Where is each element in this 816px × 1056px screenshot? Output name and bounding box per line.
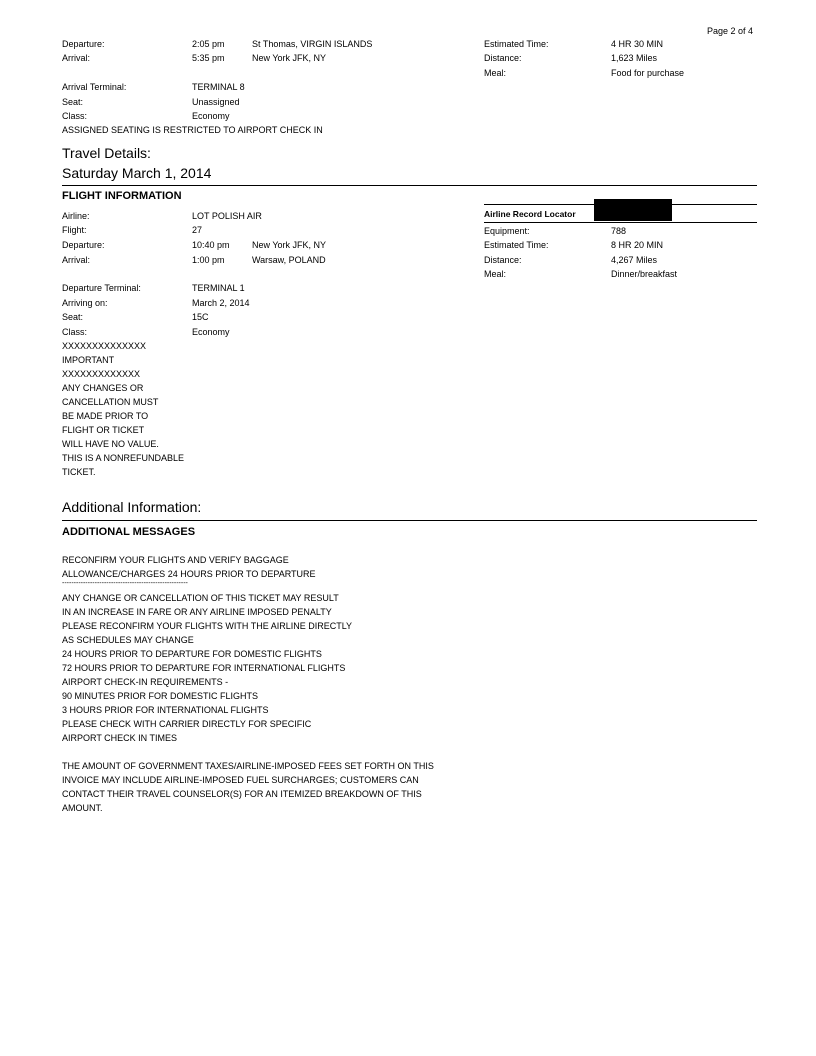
dash-separator: ------------------------------------------------------: [62, 580, 188, 587]
flight-value: 27: [192, 225, 203, 235]
message-line: ALLOWANCE/CHARGES 24 HOURS PRIOR TO DEPARTURE: [62, 569, 316, 579]
note-line: CANCELLATION MUST: [62, 397, 159, 407]
message-line: AS SCHEDULES MAY CHANGE: [62, 635, 194, 645]
flight-label: Flight:: [62, 225, 87, 235]
est-time-value: 8 HR 20 MIN: [611, 240, 664, 250]
departure-terminal-value: TERMINAL 1: [192, 283, 245, 293]
additional-info-heading: Additional Information:: [62, 499, 202, 515]
message-line: ANY CHANGE OR CANCELLATION OF THIS TICKET MAY RESULT: [62, 593, 339, 603]
message-line: AIRPORT CHECK-IN REQUIREMENTS -: [62, 677, 229, 687]
travel-details-heading: Travel Details:: [62, 145, 151, 161]
class-label: Class:: [62, 327, 88, 337]
airline-label: Airline:: [62, 211, 90, 221]
equipment-label: Equipment:: [484, 226, 530, 236]
message-line: IN AN INCREASE IN FARE OR ANY AIRLINE IMPOSED PENALTY: [62, 607, 332, 617]
note-line: THIS IS A NONREFUNDABLE: [62, 453, 185, 463]
message-line: 90 MINUTES PRIOR FOR DOMESTIC FLIGHTS: [62, 691, 259, 701]
section-divider: [62, 185, 757, 186]
meal-label: Meal:: [484, 269, 507, 279]
prev-arrival-label: Arrival:: [62, 53, 91, 63]
message-line: PLEASE CHECK WITH CARRIER DIRECTLY FOR SPECIFIC: [62, 719, 312, 729]
page-number: Page 2 of 4: [707, 26, 754, 36]
airline-value: LOT POLISH AIR: [192, 211, 262, 221]
note-line: WILL HAVE NO VALUE.: [62, 439, 159, 449]
message-line: CONTACT THEIR TRAVEL COUNSELOR(S) FOR AN ITEMIZED BREAKDOWN OF THIS: [62, 789, 422, 799]
flight-information-heading: FLIGHT INFORMATION: [62, 190, 182, 202]
equipment-value: 788: [611, 226, 627, 236]
prev-distance-label: Distance:: [484, 53, 522, 63]
redaction-block: [594, 199, 672, 221]
message-line: AMOUNT.: [62, 803, 103, 813]
note-line: TICKET.: [62, 467, 96, 477]
prev-meal-label: Meal:: [484, 68, 507, 78]
prev-departure-place: St Thomas, VIRGIN ISLANDS: [252, 39, 373, 49]
message-block-2: [62, 591, 352, 745]
travel-date: Saturday March 1, 2014: [62, 165, 212, 181]
note-line: FLIGHT OR TICKET: [62, 425, 145, 435]
record-locator-label: Airline Record Locator: [484, 209, 576, 219]
prev-arrival-place: New York JFK, NY: [252, 53, 327, 63]
prev-seating-note: ASSIGNED SEATING IS RESTRICTED TO AIRPORT CHECK IN: [62, 125, 323, 135]
prev-class-label: Class:: [62, 111, 88, 121]
arrival-place: Warsaw, POLAND: [252, 255, 326, 265]
prev-class-value: Economy: [192, 111, 230, 121]
locator-bottom-rule: [484, 222, 757, 223]
additional-messages-heading: ADDITIONAL MESSAGES: [62, 526, 196, 538]
prev-est-time-label: Estimated Time:: [484, 39, 549, 49]
arriving-on-value: March 2, 2014: [192, 298, 250, 308]
message-line: 72 HOURS PRIOR TO DEPARTURE FOR INTERNATIONAL FLIGHTS: [62, 663, 346, 673]
message-line: PLEASE RECONFIRM YOUR FLIGHTS WITH THE AIRLINE DIRECTLY: [62, 621, 353, 631]
note-line: IMPORTANT: [62, 355, 115, 365]
note-line: XXXXXXXXXXXXX: [62, 369, 141, 379]
distance-label: Distance:: [484, 255, 522, 265]
message-line: 24 HOURS PRIOR TO DEPARTURE FOR DOMESTIC FLIGHTS: [62, 649, 322, 659]
arriving-on-label: Arriving on:: [62, 298, 108, 308]
prev-arrival-time: 5:35 pm: [192, 53, 225, 63]
prev-est-time-value: 4 HR 30 MIN: [611, 39, 664, 49]
message-line: THE AMOUNT OF GOVERNMENT TAXES/AIRLINE-IMPOSED FEES SET FORTH ON THIS: [62, 761, 434, 771]
message-line: INVOICE MAY INCLUDE AIRLINE-IMPOSED FUEL SURCHARGES; CUSTOMERS CAN: [62, 775, 419, 785]
note-line: XXXXXXXXXXXXXX: [62, 341, 147, 351]
prev-departure-time: 2:05 pm: [192, 39, 225, 49]
message-block-3: [62, 759, 434, 815]
departure-label: Departure:: [62, 240, 105, 250]
est-time-label: Estimated Time:: [484, 240, 549, 250]
departure-place: New York JFK, NY: [252, 240, 327, 250]
departure-terminal-label: Departure Terminal:: [62, 283, 141, 293]
prev-seat-value: Unassigned: [192, 97, 240, 107]
additional-divider: [62, 520, 757, 521]
seat-label: Seat:: [62, 312, 84, 322]
departure-time: 10:40 pm: [192, 240, 230, 250]
message-line: RECONFIRM YOUR FLIGHTS AND VERIFY BAGGAGE: [62, 555, 289, 565]
flight-notes: [62, 339, 184, 479]
meal-value: Dinner/breakfast: [611, 269, 678, 279]
prev-departure-label: Departure:: [62, 39, 105, 49]
arrival-time: 1:00 pm: [192, 255, 225, 265]
class-value: Economy: [192, 327, 230, 337]
note-line: ANY CHANGES OR: [62, 383, 144, 393]
prev-seat-label: Seat:: [62, 97, 84, 107]
message-line: 3 HOURS PRIOR FOR INTERNATIONAL FLIGHTS: [62, 705, 269, 715]
message-block-1: [62, 553, 316, 581]
prev-terminal-label: Arrival Terminal:: [62, 82, 127, 92]
message-line: AIRPORT CHECK IN TIMES: [62, 733, 178, 743]
prev-terminal-value: TERMINAL 8: [192, 82, 245, 92]
prev-meal-value: Food for purchase: [611, 68, 685, 78]
arrival-label: Arrival:: [62, 255, 91, 265]
seat-value: 15C: [192, 312, 209, 322]
note-line: BE MADE PRIOR TO: [62, 411, 149, 421]
prev-distance-value: 1,623 Miles: [611, 53, 658, 63]
distance-value: 4,267 Miles: [611, 255, 658, 265]
